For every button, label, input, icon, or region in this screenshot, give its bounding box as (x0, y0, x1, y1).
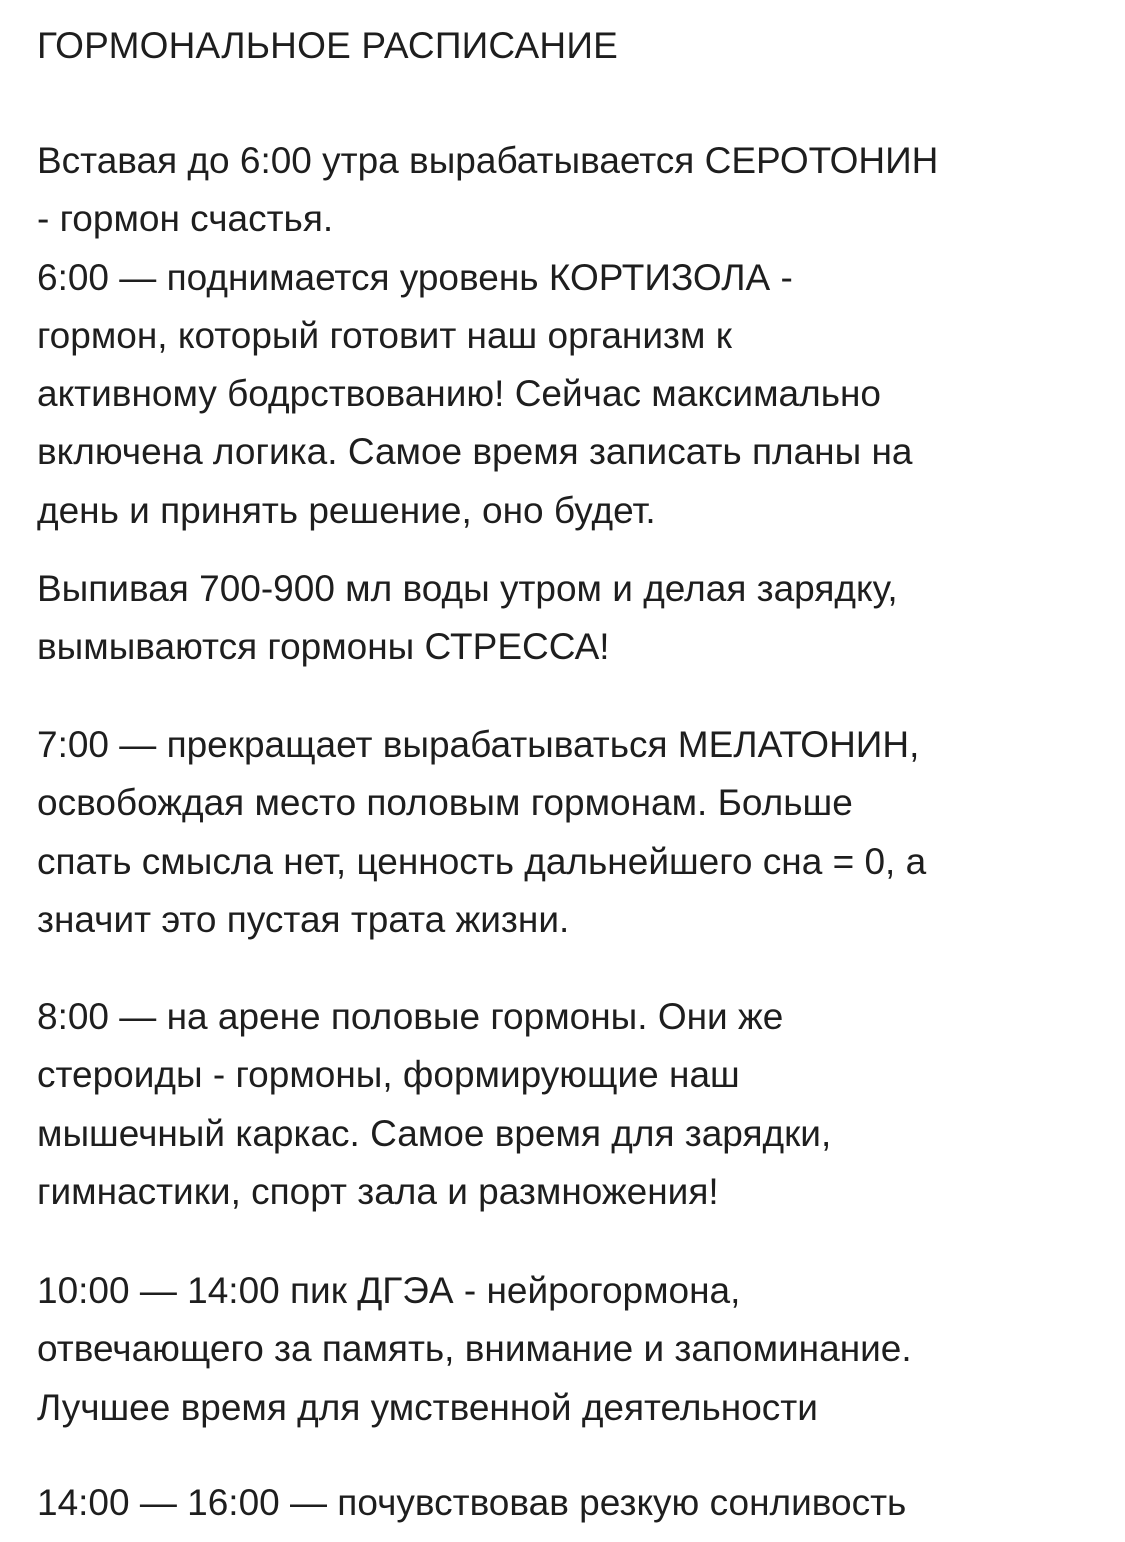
paragraph-melatonin: 7:00 — прекращает вырабатываться МЕЛАТОНИН, освобождая место половым гормонам. Больше спать смысла нет, ценность дальнейшего сна = 0, а значит это пустая трата жизни. (37, 724, 927, 940)
paragraph-afternoon-partial: 14:00 — 16:00 — почувствовав резкую сонливость (37, 1482, 907, 1523)
paragraph-serotonin-cortisol: Вставая до 6:00 утра вырабатывается СЕРОТОНИН - гормон счастья. 6:00 — поднимается уровень КОРТИЗОЛА - гормон, который готовит наш организм к активному бодрствованию! Сейчас максимально включена логика. Самое время записать планы на день и принять решение, оно будет. (37, 140, 939, 531)
document-title: ГОРМОНАЛЬНОЕ РАСПИСАНИЕ (37, 25, 618, 66)
paragraph-sex-hormones: 8:00 — на арене половые гормоны. Они же стероиды - гормоны, формирующие наш мышечный каркас. Самое время для зарядки, гимнастики, спорт зала и размножения! (37, 996, 832, 1212)
paragraph-dhea: 10:00 — 14:00 пик ДГЭА - нейрогормона, отвечающего за память, внимание и запоминание. Лучшее время для умственной деятельности (37, 1270, 912, 1428)
paragraph-water-stress: Выпивая 700-900 мл воды утром и делая зарядку, вымываются гормоны СТРЕССА! (37, 568, 898, 668)
